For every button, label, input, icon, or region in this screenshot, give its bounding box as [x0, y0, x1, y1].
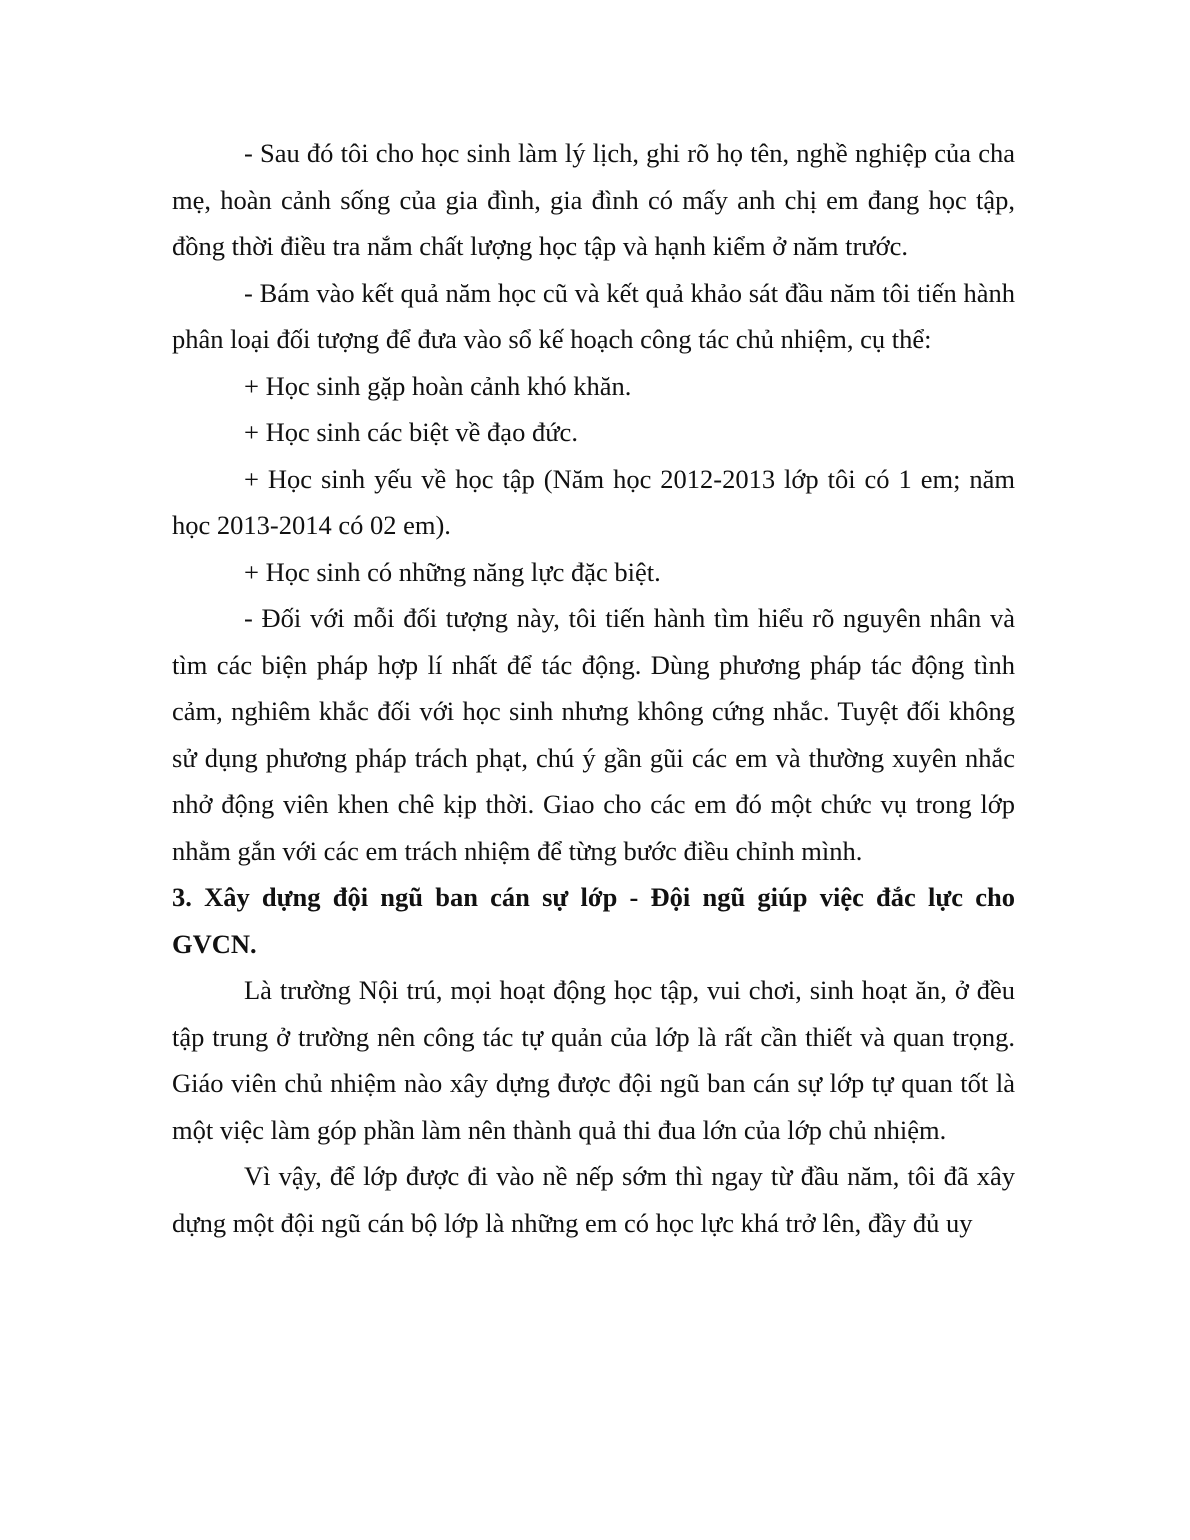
list-item-special-abilities: + Học sinh có những năng lực đặc biệt.: [244, 556, 661, 587]
paragraph-class-officers: Vì vậy, để lớp được đi vào nề nếp sớm thì ngay từ đầu năm, tôi đã xây dựng một đội ngũ cán bộ lớp là những em có học lực khá trở lên, đầy đủ uy: [172, 1161, 1015, 1238]
paragraph-classification: - Bám vào kết quả năm học cũ và kết quả khảo sát đầu năm tôi tiến hành phân loại đối tượng để đưa vào sổ kế hoạch công tác chủ nhiệm, cụ thể:: [172, 277, 1015, 354]
list-item-difficult-circumstances: + Học sinh gặp hoàn cảnh khó khăn.: [244, 370, 632, 401]
list-item-behavior: + Học sinh các biệt về đạo đức.: [244, 417, 578, 447]
list-item-weak-students: + Học sinh yếu về học tập (Năm học 2012-2013 lớp tôi có 1 em; năm học 2013-2014 có 02 em).: [172, 463, 1015, 540]
paragraph-student-profile: - Sau đó tôi cho học sinh làm lý lịch, ghi rõ họ tên, nghề nghiệp của cha mẹ, hoàn cảnh sống của gia đình, gia đình có mấy anh chị em đang học tập, đồng thời điều tra nắm chất lượng học tập và hạnh kiểm ở năm trước.: [172, 138, 1015, 261]
section-heading: 3. Xây dựng đội ngũ ban cán sự lớp - Đội ngũ giúp việc đắc lực cho GVCN.: [172, 882, 1015, 959]
paragraph-methods: - Đối với mỗi đối tượng này, tôi tiến hành tìm hiểu rõ nguyên nhân và tìm các biện pháp hợp lí nhất để tác động. Dùng phương pháp tác động tình cảm, nghiêm khắc đối với học sinh nhưng không cứng nhắc. Tuyệt đối không sử dụng phương pháp trách phạt, chú ý gần gũi các em và thường xuyên nhắc nhở động viên khen chê kịp thời. Giao cho các em đó một chức vụ trong lớp nhằm gắn với các em trách nhiệm để từng bước điều chỉnh mình.: [172, 603, 1015, 866]
paragraph-boarding-school: Là trường Nội trú, mọi hoạt động học tập, vui chơi, sinh hoạt ăn, ở đều tập trung ở trường nên công tác tự quản của lớp là rất cần thiết và quan trọng. Giáo viên chủ nhiệm nào xây dựng được đội ngũ ban cán sự lớp tự quan tốt là một việc làm góp phần làm nên thành quả thi đua lớn của lớp chủ nhiệm.: [172, 975, 1015, 1145]
document-page: [172, 130, 1015, 1246]
